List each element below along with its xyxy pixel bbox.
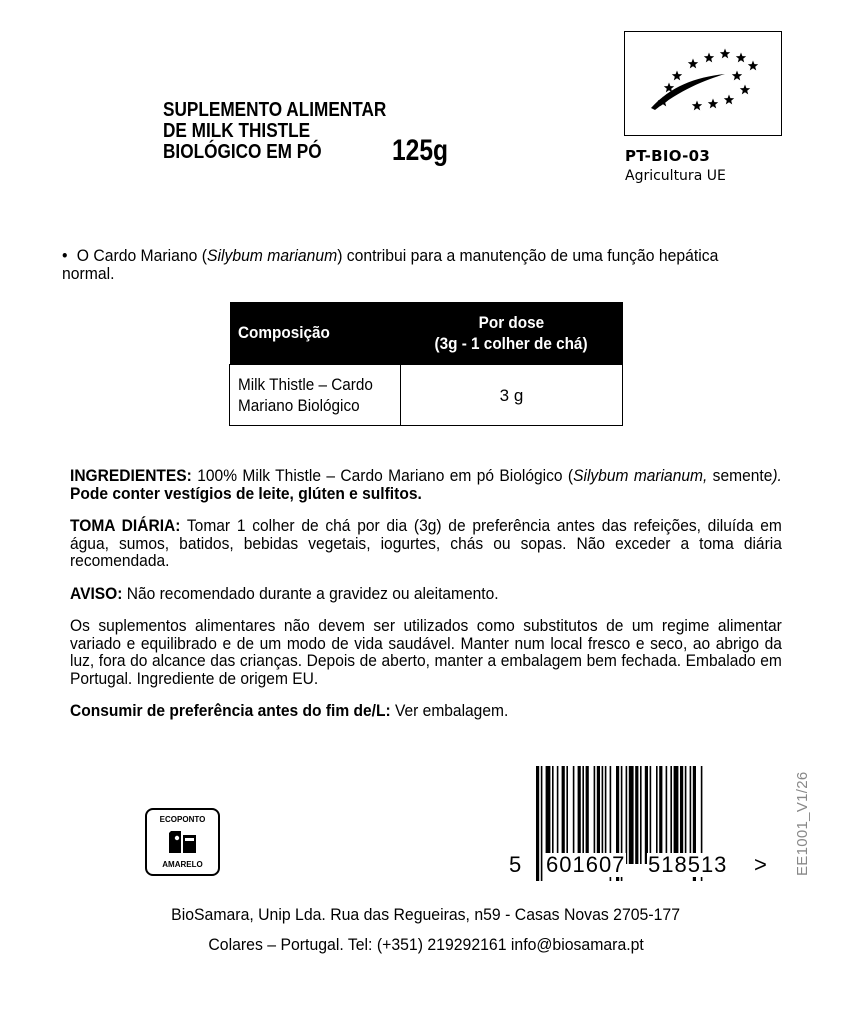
header-per-dose: Por dose (3g - 1 colher de chá) (401, 302, 623, 365)
product-title (163, 100, 386, 163)
ingredient-value-cell: 3 g (401, 365, 623, 426)
eu-organic-leaf-icon (624, 31, 782, 136)
company-footer (0, 900, 852, 960)
certification-code: PT-BIO-03 (625, 147, 711, 165)
barcode-first-digit: 5 (509, 852, 522, 877)
title-line-1: SUPLEMENTO ALIMENTAR (163, 99, 387, 121)
certification-text: Agricultura UE (625, 168, 726, 184)
barcode-right-group: 518513 (648, 852, 728, 877)
barcode-number (508, 853, 773, 883)
title-line-3: BIOLÓGICO EM PÓ (163, 141, 322, 163)
bullet: • (62, 246, 68, 265)
recycling-bin-icon (145, 808, 220, 876)
version-code: EE1001_V1/26 (794, 771, 811, 876)
claim-text-start: O Cardo Mariano ( (76, 246, 207, 265)
best-before-paragraph: Consumir de preferência antes do fim de/L: Ver embalagem. (70, 701, 509, 720)
net-weight: 125g (392, 134, 449, 167)
footer-address: BioSamara, Unip Lda. Rua das Regueiras, n59 - Casas Novas 2705-177 (171, 905, 681, 924)
daily-dose-paragraph: TOMA DIÁRIA: Tomar 1 colher de chá por dia (3g) de preferência antes das refeições, diluída em água, sumos, batidos, bebidas vegetais, iogurtes, chás ou sopas. Não exceder a toma diária recomendada. (70, 516, 782, 570)
ecoponto-label: ECOPONTO (159, 815, 206, 824)
warning-paragraph: AVISO: Não recomendado durante a gravidez ou aleitamento. (70, 583, 499, 603)
notice-paragraph: Os suplementos alimentares não devem ser utilizados como substitutos de um regime alimentar variado e equilibrado e de um modo de vida saudável. Manter num local fresco e seco, ao abrigo da luz, fora do alcance das crianças. Depois de aberto, manter a embalagem bem fechada. Embalado em Portugal. Ingrediente de origem EU. (70, 616, 782, 688)
barcode-left-group: 601607 (546, 852, 626, 877)
claim-text-end: ) contribui para a manutenção de uma função hepática normal. (62, 246, 719, 283)
header-composition: Composição (230, 302, 401, 365)
table-row (230, 365, 623, 426)
label-body (70, 467, 782, 735)
footer-contact: Colares – Portugal. Tel: (+351) 219292161 info@biosamara.pt (208, 935, 644, 954)
barcode-end-mark: > (754, 852, 767, 877)
title-line-2: DE MILK THISTLE (163, 120, 311, 142)
composition-table (229, 302, 623, 426)
health-claim (62, 247, 747, 283)
ecoponto-color: AMARELO (162, 860, 203, 869)
ingredient-name-cell: Milk Thistle – Cardo Mariano Biológico (230, 365, 401, 426)
ingredients-paragraph: INGREDIENTES: 100% Milk Thistle – Cardo Mariano em pó Biológico (Silybum marianum, semente). Pode conter vestígios de leite, glúten e sulfitos. (70, 466, 782, 503)
claim-species: Silybum marianum (206, 246, 338, 265)
